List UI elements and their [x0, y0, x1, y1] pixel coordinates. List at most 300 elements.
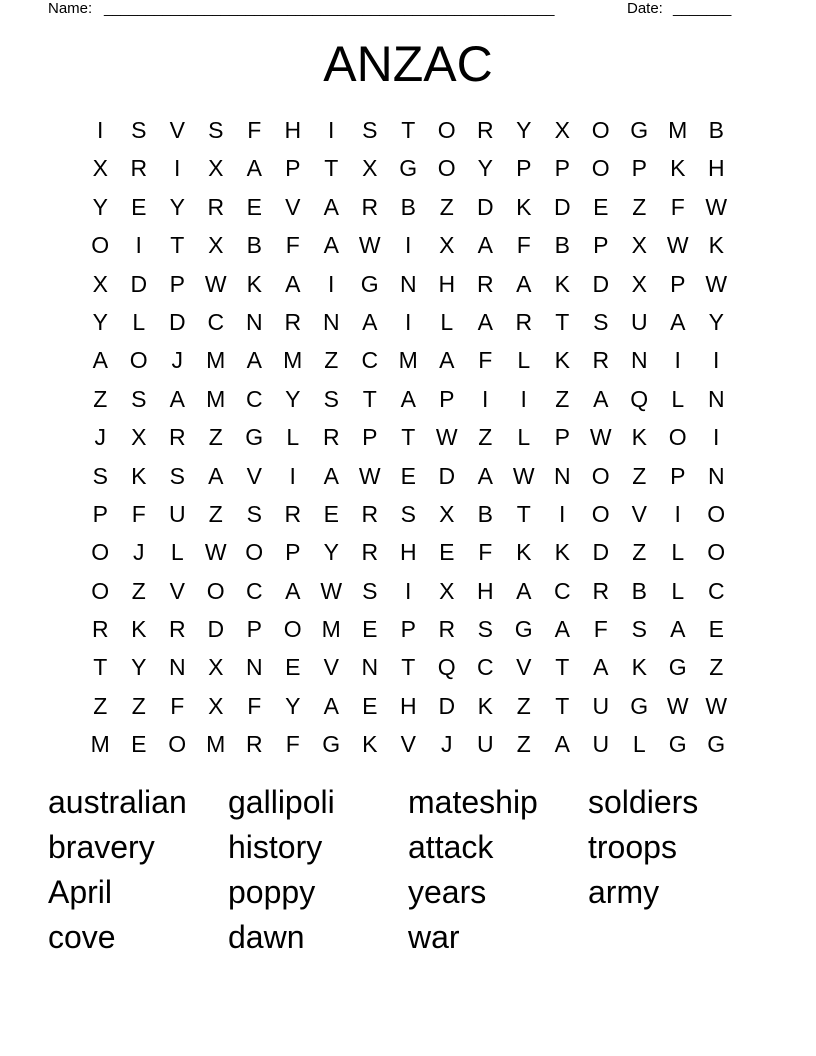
grid-letter: N — [707, 462, 725, 489]
grid-letter: T — [93, 654, 108, 681]
grid-letter: V — [323, 654, 339, 681]
grid-letter: S — [362, 577, 378, 604]
grid-letter: O — [283, 616, 302, 643]
grid-letter: F — [593, 616, 608, 643]
grid-letter: J — [133, 539, 145, 566]
grid-letter: K — [554, 539, 570, 566]
grid-letter: U — [592, 731, 610, 758]
grid-letter: Z — [208, 500, 223, 527]
word-list-item: war — [408, 919, 460, 955]
grid-letter: L — [170, 539, 184, 566]
grid-letter: Z — [131, 692, 146, 719]
grid-letter: L — [440, 308, 454, 335]
word-list-item: army — [588, 874, 660, 910]
grid-letter: A — [208, 462, 224, 489]
grid-letter: D — [476, 193, 494, 220]
grid-letter: A — [439, 347, 455, 374]
grid-letter: P — [246, 616, 262, 643]
grid-letter: Y — [169, 193, 185, 220]
grid-letter: I — [174, 155, 181, 182]
grid-letter: O — [707, 500, 726, 527]
grid-letter: K — [516, 539, 532, 566]
grid-letter: I — [713, 424, 720, 451]
grid-letter: E — [131, 193, 147, 220]
grid-letter: P — [670, 462, 686, 489]
grid-letter: J — [171, 347, 183, 374]
grid-letter: A — [670, 308, 686, 335]
grid-letter: A — [477, 232, 493, 259]
grid-letter: W — [589, 424, 612, 451]
grid-letter: K — [631, 424, 647, 451]
grid-letter: E — [362, 692, 378, 719]
grid-letter: F — [170, 692, 185, 719]
grid-letter: O — [245, 539, 264, 566]
grid-letter: X — [439, 500, 455, 527]
grid-letter: T — [170, 232, 185, 259]
grid-letter: S — [169, 462, 185, 489]
name-field-line: ______________________________________________________ — [104, 0, 555, 17]
word-list-item: history — [228, 829, 323, 865]
grid-letter: Z — [555, 385, 570, 412]
grid-letter: O — [591, 462, 610, 489]
grid-letter: Q — [630, 385, 649, 412]
grid-letter: I — [405, 577, 412, 604]
grid-letter: B — [708, 117, 724, 143]
grid-letter: I — [674, 500, 681, 527]
grid-letter: K — [362, 731, 378, 758]
grid-letter: R — [322, 424, 340, 451]
grid-letter: I — [520, 385, 527, 412]
grid-letter: F — [478, 347, 493, 374]
word-list-item: years — [408, 874, 487, 910]
grid-letter: A — [285, 577, 301, 604]
word-list-item: gallipoli — [228, 784, 335, 820]
grid-letter: H — [438, 270, 456, 297]
grid-letter: V — [285, 193, 301, 220]
grid-letter: Y — [285, 385, 301, 412]
grid-letter: I — [482, 385, 489, 412]
grid-letter: D — [592, 270, 610, 297]
grid-letter: O — [668, 424, 687, 451]
grid-letter: A — [477, 308, 493, 335]
grid-letter: M — [206, 731, 226, 758]
grid-letter: I — [405, 232, 412, 259]
grid-letter: S — [92, 462, 108, 489]
grid-letter: G — [245, 424, 264, 451]
grid-letter: O — [91, 577, 110, 604]
grid-letter: F — [478, 539, 493, 566]
grid-letter: K — [131, 616, 147, 643]
grid-letter: R — [130, 155, 148, 182]
grid-letter: A — [670, 616, 686, 643]
grid-letter: A — [593, 654, 609, 681]
grid-letter: I — [328, 117, 335, 143]
grid-letter: M — [206, 385, 226, 412]
grid-letter: R — [438, 616, 456, 643]
grid-letter: X — [362, 155, 378, 182]
grid-letter: F — [247, 692, 262, 719]
grid-letter: N — [553, 462, 571, 489]
grid-letter: F — [131, 500, 146, 527]
grid-letter: S — [131, 117, 147, 143]
grid-letter: C — [245, 385, 263, 412]
grid-letter: K — [554, 270, 570, 297]
grid-letter: O — [168, 731, 187, 758]
grid-letter: E — [285, 654, 301, 681]
grid-letter: Z — [632, 462, 647, 489]
grid-letter: L — [132, 308, 146, 335]
grid-letter: O — [91, 539, 110, 566]
grid-letter: M — [398, 347, 418, 374]
grid-letter: W — [705, 692, 728, 719]
grid-letter: B — [631, 577, 647, 604]
grid-letter: U — [476, 731, 494, 758]
grid-letter: Y — [708, 308, 724, 335]
grid-letter: G — [630, 692, 649, 719]
grid-letter: A — [477, 462, 493, 489]
grid-letter: S — [323, 385, 339, 412]
grid-letter: R — [361, 193, 379, 220]
grid-letter: A — [400, 385, 416, 412]
grid-letter: I — [135, 232, 142, 259]
grid-letter: X — [208, 232, 224, 259]
grid-letter: Z — [93, 692, 108, 719]
name-label: Name: — [48, 0, 93, 17]
grid-letter: F — [516, 232, 531, 259]
grid-letter: S — [477, 616, 493, 643]
grid-letter: F — [285, 731, 300, 758]
grid-letter: H — [399, 539, 417, 566]
grid-letter: R — [91, 616, 109, 643]
grid-letter: H — [399, 692, 417, 719]
grid-letter: X — [131, 424, 147, 451]
grid-letter: K — [516, 193, 532, 220]
grid-letter: U — [168, 500, 186, 527]
grid-letter: X — [92, 155, 108, 182]
grid-letter: G — [399, 155, 418, 182]
grid-letter: Y — [131, 654, 147, 681]
grid-letter: F — [670, 193, 685, 220]
grid-letter: X — [554, 117, 570, 143]
grid-letter: K — [246, 270, 262, 297]
page-title: ANZAC — [323, 36, 493, 92]
grid-letter: O — [437, 155, 456, 182]
grid-letter: B — [246, 232, 262, 259]
grid-letter: G — [630, 117, 649, 143]
word-list-item: poppy — [228, 874, 316, 910]
grid-letter: P — [631, 155, 647, 182]
grid-letter: R — [168, 424, 186, 451]
grid-letter: K — [131, 462, 147, 489]
grid-letter: Y — [323, 539, 339, 566]
grid-letter: G — [668, 731, 687, 758]
grid-letter: D — [130, 270, 148, 297]
grid-letter: F — [285, 232, 300, 259]
grid-letter: L — [671, 539, 685, 566]
grid-letter: R — [361, 539, 379, 566]
date-label: Date: — [627, 0, 663, 17]
grid-letter: V — [169, 117, 185, 143]
grid-letter: P — [593, 232, 609, 259]
grid-letter: O — [591, 500, 610, 527]
grid-letter: R — [476, 117, 494, 143]
grid-letter: Z — [208, 424, 223, 451]
grid-letter: I — [328, 270, 335, 297]
grid-letter: O — [707, 539, 726, 566]
grid-letter: I — [559, 500, 566, 527]
word-list-item: soldiers — [588, 784, 699, 820]
grid-letter: R — [284, 500, 302, 527]
grid-letter: R — [361, 500, 379, 527]
grid-letter: L — [632, 731, 646, 758]
grid-letter: D — [438, 462, 456, 489]
word-list-item: australian — [48, 784, 187, 820]
grid-letter: X — [208, 692, 224, 719]
grid-letter: D — [438, 692, 456, 719]
grid-letter: R — [284, 308, 302, 335]
grid-letter: S — [400, 500, 416, 527]
grid-letter: Z — [632, 193, 647, 220]
grid-letter: G — [668, 654, 687, 681]
grid-letter: W — [705, 193, 728, 220]
grid-letter: A — [516, 577, 532, 604]
grid-letter: R — [207, 193, 225, 220]
grid-letter: S — [593, 308, 609, 335]
grid-letter: B — [477, 500, 493, 527]
grid-letter: A — [246, 347, 262, 374]
grid-letter: T — [555, 308, 570, 335]
grid-letter: F — [247, 117, 262, 143]
word-list-item: troops — [588, 829, 677, 865]
grid-letter: Z — [131, 577, 146, 604]
grid-letter: V — [246, 462, 262, 489]
grid-letter: I — [405, 308, 412, 335]
grid-letter: A — [323, 692, 339, 719]
grid-letter: O — [206, 577, 225, 604]
grid-letter: E — [708, 616, 724, 643]
grid-letter: B — [554, 232, 570, 259]
grid-letter: D — [168, 308, 186, 335]
grid-letter: L — [517, 424, 531, 451]
grid-letter: D — [207, 616, 225, 643]
grid-letter: S — [131, 385, 147, 412]
grid-letter: V — [631, 500, 647, 527]
grid-letter: R — [592, 347, 610, 374]
grid-letter: C — [245, 577, 263, 604]
grid-letter: K — [708, 232, 724, 259]
grid-letter: S — [246, 500, 262, 527]
grid-letter: T — [362, 385, 377, 412]
grid-letter: V — [169, 577, 185, 604]
grid-letter: P — [285, 539, 301, 566]
grid-letter: N — [399, 270, 417, 297]
grid-letter: R — [592, 577, 610, 604]
grid-letter: A — [554, 731, 570, 758]
word-list-item: attack — [408, 829, 494, 865]
grid-letter: V — [400, 731, 416, 758]
grid-letter: K — [477, 692, 493, 719]
grid-letter: A — [285, 270, 301, 297]
grid-letter: T — [401, 654, 416, 681]
grid-letter: E — [439, 539, 455, 566]
grid-letter: E — [593, 193, 609, 220]
grid-letter: J — [94, 424, 106, 451]
grid-letter: X — [631, 232, 647, 259]
grid-letter: R — [515, 308, 533, 335]
grid-letter: C — [361, 347, 379, 374]
grid-letter: I — [289, 462, 296, 489]
word-search-grid — [81, 111, 736, 764]
grid-letter: E — [362, 616, 378, 643]
grid-letter: I — [97, 117, 104, 143]
grid-letter: P — [169, 270, 185, 297]
grid-letter: X — [92, 270, 108, 297]
grid-letter: A — [169, 385, 185, 412]
grid-letter: T — [401, 117, 416, 143]
grid-letter: D — [553, 193, 571, 220]
grid-letter: W — [320, 577, 343, 604]
grid-letter: T — [516, 500, 531, 527]
grid-letter: P — [92, 500, 108, 527]
grid-letter: E — [323, 500, 339, 527]
grid-letter: X — [208, 654, 224, 681]
grid-letter: A — [246, 155, 262, 182]
grid-letter: L — [517, 347, 531, 374]
grid-letter: Z — [478, 424, 493, 451]
grid-letter: G — [707, 731, 726, 758]
grid-letter: D — [592, 539, 610, 566]
date-field-line: _______ — [673, 0, 732, 17]
word-list-item: cove — [48, 919, 116, 955]
word-list-item: bravery — [48, 829, 155, 865]
grid-letter: M — [90, 731, 110, 758]
grid-letter: K — [554, 347, 570, 374]
grid-letter: N — [322, 308, 340, 335]
grid-letter: Z — [439, 193, 454, 220]
word-list-item: dawn — [228, 919, 305, 955]
word-list-item: April — [48, 874, 113, 910]
grid-letter: U — [592, 692, 610, 719]
grid-letter: A — [323, 193, 339, 220]
grid-letter: N — [630, 347, 648, 374]
grid-letter: T — [324, 155, 339, 182]
grid-letter: C — [476, 654, 494, 681]
grid-letter: A — [323, 232, 339, 259]
grid-letter: Y — [92, 193, 108, 220]
grid-letter: G — [514, 616, 533, 643]
grid-letter: N — [361, 654, 379, 681]
grid-letter: W — [358, 232, 381, 259]
grid-letter: O — [129, 347, 148, 374]
grid-letter: W — [666, 232, 689, 259]
grid-letter: C — [207, 308, 225, 335]
grid-letter: P — [400, 616, 416, 643]
grid-letter: P — [670, 270, 686, 297]
grid-letter: W — [435, 424, 458, 451]
grid-letter: O — [91, 232, 110, 259]
grid-letter: Y — [516, 117, 532, 143]
grid-letter: G — [322, 731, 341, 758]
grid-letter: M — [206, 347, 226, 374]
grid-letter: S — [362, 117, 378, 143]
grid-letter: X — [208, 155, 224, 182]
grid-letter: J — [441, 731, 453, 758]
grid-letter: A — [516, 270, 532, 297]
grid-letter: W — [204, 270, 227, 297]
grid-letter: L — [671, 385, 685, 412]
grid-letter: A — [362, 308, 378, 335]
grid-letter: A — [554, 616, 570, 643]
worksheet-header — [0, 0, 816, 19]
grid-letter: P — [362, 424, 378, 451]
grid-letter: Z — [516, 731, 531, 758]
grid-letter: C — [553, 577, 571, 604]
grid-letter: O — [591, 117, 610, 143]
grid-letter: W — [358, 462, 381, 489]
grid-letter: W — [666, 692, 689, 719]
grid-letter: A — [593, 385, 609, 412]
grid-letter: X — [439, 232, 455, 259]
grid-letter: E — [400, 462, 416, 489]
grid-letter: Z — [709, 654, 724, 681]
grid-letter: M — [283, 347, 303, 374]
grid-letter: K — [631, 654, 647, 681]
grid-letter: P — [439, 385, 455, 412]
word-list-item: mateship — [408, 784, 538, 820]
grid-letter: M — [668, 117, 688, 143]
grid-letter: P — [554, 424, 570, 451]
word-list — [48, 780, 768, 960]
grid-letter: X — [439, 577, 455, 604]
grid-letter: B — [400, 193, 416, 220]
grid-letter: R — [168, 616, 186, 643]
grid-letter: E — [246, 193, 262, 220]
grid-letter: S — [208, 117, 224, 143]
grid-letter: M — [321, 616, 341, 643]
grid-letter: V — [516, 654, 532, 681]
grid-letter: Z — [516, 692, 531, 719]
grid-letter: C — [707, 577, 725, 604]
grid-letter: P — [516, 155, 532, 182]
grid-letter: L — [286, 424, 300, 451]
grid-letter: I — [674, 347, 681, 374]
grid-letter: X — [631, 270, 647, 297]
grid-letter: T — [555, 692, 570, 719]
grid-letter: Z — [324, 347, 339, 374]
grid-letter: W — [204, 539, 227, 566]
grid-letter: Y — [477, 155, 493, 182]
grid-letter: I — [713, 347, 720, 374]
grid-letter: P — [285, 155, 301, 182]
grid-letter: W — [705, 270, 728, 297]
grid-letter: L — [671, 577, 685, 604]
grid-letter: H — [707, 155, 725, 182]
grid-letter: Q — [437, 654, 456, 681]
grid-letter: Y — [92, 308, 108, 335]
grid-letter: H — [284, 117, 302, 143]
grid-letter: R — [245, 731, 263, 758]
grid-letter: R — [476, 270, 494, 297]
grid-letter: O — [591, 155, 610, 182]
grid-letter: U — [630, 308, 648, 335]
grid-letter: O — [437, 117, 456, 143]
grid-letter: Z — [632, 539, 647, 566]
grid-letter: A — [92, 347, 108, 374]
grid-letter: N — [707, 385, 725, 412]
grid-letter: S — [631, 616, 647, 643]
grid-letter: E — [131, 731, 147, 758]
grid-letter: N — [245, 654, 263, 681]
